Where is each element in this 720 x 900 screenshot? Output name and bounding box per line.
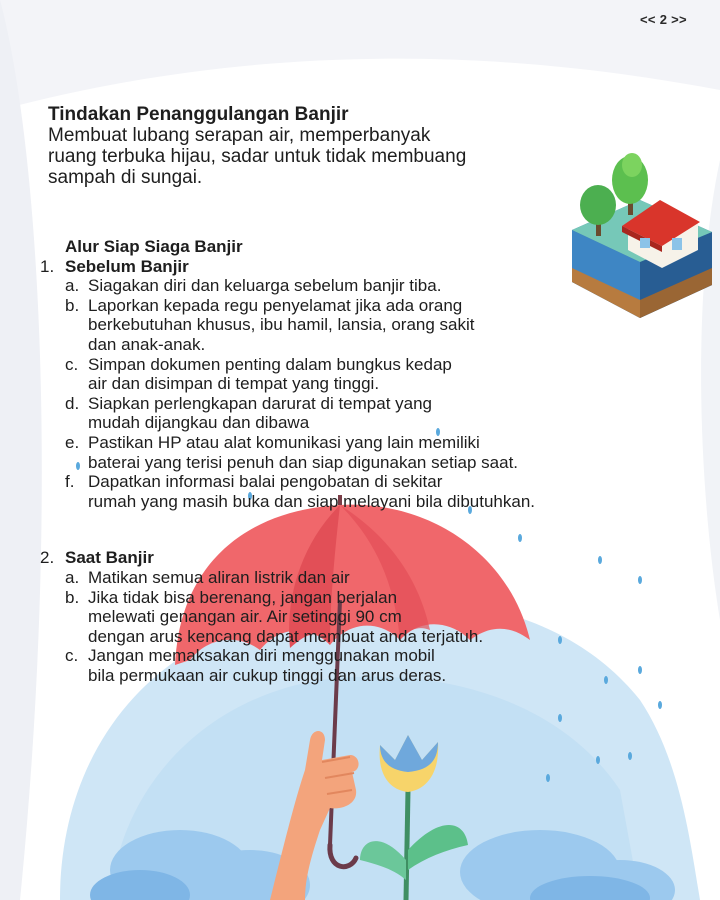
list-item	[65, 568, 700, 588]
item-letter: b.	[65, 587, 80, 607]
item-letter: f.	[65, 472, 75, 492]
list-item	[65, 588, 700, 647]
list-item	[65, 472, 700, 511]
intro-line: ruang terbuka hijau, sadar untuk tidak membuang	[48, 146, 467, 167]
item-line: rumah yang masih buka dan siap melayani bila dibutuhkan.	[88, 491, 535, 511]
section-number: 1.	[40, 256, 55, 276]
item-letter: d.	[65, 393, 80, 413]
item-line: Simpan dokumen penting dalam bungkus kedap	[88, 354, 452, 374]
list-item	[65, 276, 700, 296]
item-line: Matikan semua aliran listrik dan air	[88, 567, 350, 587]
item-line: Dapatkan informasi balai pengobatan di sekitar	[88, 472, 443, 492]
list-item	[65, 394, 700, 433]
pagination-indicator[interactable]: << 2 >>	[640, 12, 687, 27]
flow-heading: Alur Siap Siaga Banjir	[65, 237, 243, 256]
item-line: bila permukaan air cukup tinggi dan arus deras.	[88, 665, 447, 685]
section-spacer	[40, 511, 700, 548]
item-line: Siapkan perlengkapan darurat di tempat yang	[88, 393, 433, 413]
item-line: melewati genangan air. Air setinggi 90 cm	[88, 607, 402, 627]
intro-line: Membuat lubang serapan air, memperbanyak	[48, 125, 431, 146]
item-letter: c.	[65, 354, 79, 374]
item-line: baterai yang terisi penuh dan siap digunakan setiap saat.	[88, 452, 519, 472]
item-letter: a.	[65, 567, 80, 587]
item-letter: c.	[65, 646, 79, 666]
section-title	[40, 548, 700, 568]
flow-section	[40, 237, 700, 685]
item-line: air dan disimpan di tempat yang tinggi.	[88, 374, 380, 394]
item-line: Pastikan HP atau alat komunikasi yang lain memiliki	[88, 432, 480, 452]
intro-text	[48, 125, 608, 188]
item-line: Laporkan kepada regu penyelamat jika ada orang	[88, 295, 463, 315]
list-item	[65, 433, 700, 472]
section-label: Sebelum Banjir	[65, 256, 189, 276]
list-item	[65, 646, 700, 685]
item-line: dan anak-anak.	[88, 334, 206, 354]
item-line: berkebutuhan khusus, ibu hamil, lansia, orang sakit	[88, 315, 475, 335]
section-label: Saat Banjir	[65, 548, 154, 568]
item-line: Siagakan diri dan keluarga sebelum banjir tiba.	[88, 276, 442, 296]
section-title	[40, 257, 700, 277]
item-letter: b.	[65, 295, 80, 315]
item-line: Jangan memaksakan diri menggunakan mobil	[88, 646, 435, 666]
list-item	[65, 355, 700, 394]
list-item	[65, 296, 700, 355]
item-line: Jika tidak bisa berenang, jangan berjalan	[88, 587, 398, 607]
section-number: 2.	[40, 548, 55, 568]
item-letter: e.	[65, 432, 80, 452]
intro-line: sampah di sungai.	[48, 167, 203, 188]
item-line: dengan arus kencang dapat membuat anda terjatuh.	[88, 626, 484, 646]
item-line: mudah dijangkau dan dibawa	[88, 413, 310, 433]
item-letter: a.	[65, 276, 80, 296]
intro-title: Tindakan Penanggulangan Banjir	[48, 104, 349, 125]
